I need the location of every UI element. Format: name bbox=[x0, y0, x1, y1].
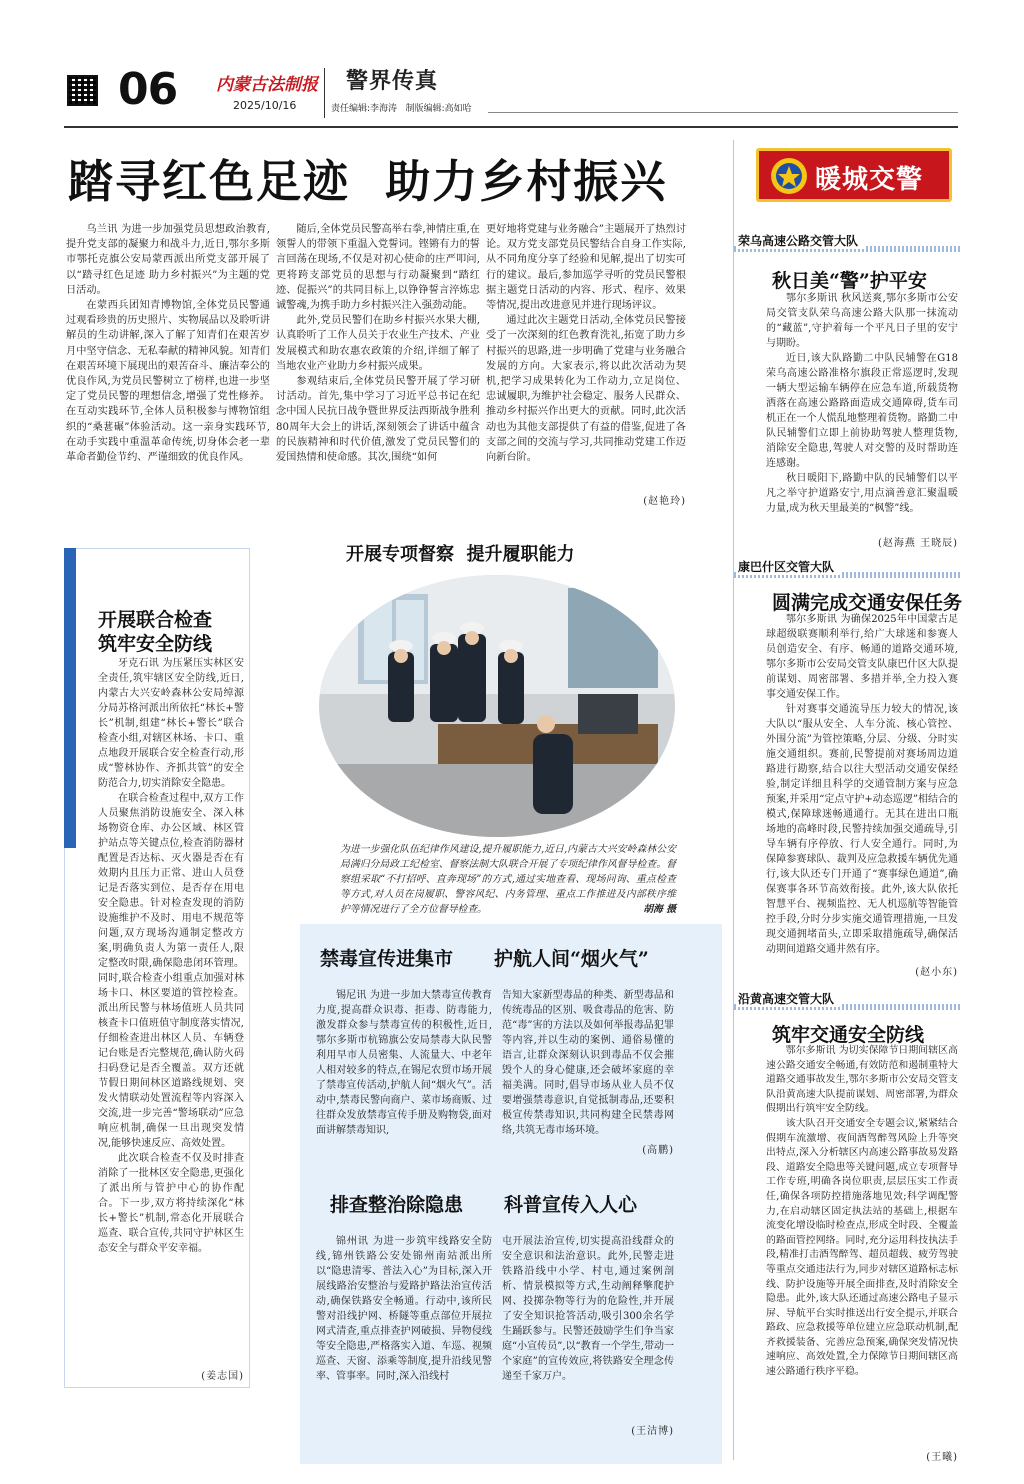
rail-col-1 bbox=[316, 1234, 492, 1384]
right-column-divider bbox=[733, 140, 734, 1460]
rail-col2-text: 屯开展法治宣传,切实提高沿线群众的安全意识和法治意识。此外,民警走进铁路沿线中小学、村屯,通过案例剖析、情景模拟等方式,生动阐释擎爬护网、投掷杂物等行为的危险性,并开展了安全知识抢答活动,吸引300余名学生踊跃参与。民警还鼓励学生们争当家庭“小宣传员”,以“教育一个学生,带动一个家庭”的宣传效应,将铁路安全理念传递至千家万户。 bbox=[502, 1236, 674, 1382]
main-col2-p2: 此外,党员民警们在助乡村振兴水果大棚,认真聆听了工作人员关于农业生产技术、产业发展模式和助农惠农政策的介绍,详细了解了当地农业产业助力乡村振兴成果。 bbox=[276, 315, 480, 372]
main-col1-p2: 在蒙西兵团知青博物馆,全体党员民警通过观看珍贵的历史照片、实物展品以及聆听讲解员的生动讲解,深入了解了知青们在艰苦岁月中坚守信念、无私奉献的精神风貌。知青们在艰苦环境下展现出的艰苦奋斗、廉洁奉公的优良作风,为党员民警树立了榜样,也进一步坚定了党员民警的理想信念,增强了党性修养。在互动实践环节,全体人员积极参与博物馆组织的“桑葚碾”体验活动。这一亲身实践环节,在动手实践中重温革命传统,切身体会老一辈革命者勤俭节约、严谨细致的优良作风。 bbox=[66, 300, 270, 464]
section-kangbashi-label: 康巴什区交管大队 bbox=[738, 558, 840, 575]
s2-body bbox=[766, 612, 958, 957]
section-yanhuang-label: 沿黄高速交管大队 bbox=[738, 990, 840, 1007]
s2-byline: (赵小东) bbox=[915, 967, 958, 978]
s3-p2: 该大队召开交通安全专题会议,紧紧结合假期车流激增、夜间酒驾醉驾风险上升等突出特点,深入分析辖区内高速公路事故易发路段、道路安全隐患等关键问题,成立专项督导工作专班,明确各岗位职责,层层压实工作责任,确保各项防控措施落地见效;科学调配警力,在启动辖区固定执法站的基础上,根据车流变化增设临时检查点,形成全时段、全覆盖的路面管控网络。同时,充分运用科技执法手段,精准打击酒驾醉驾、超员超载、疲劳驾驶等重点交通违法行为,同步对辖区道路标志标线、防护设施等开展全面排查,及时消除安全隐患。此外,该大队还通过高速公路电子显示屏、导航平台实时推送出行安全提示,并联合路政、应急救援等单位建立应急联动机制,配齐救援装备、完善应急预案,确保突发情况快速响应、高效处置,全力保障节日期间辖区高速公路通行秩序平稳。 bbox=[766, 1117, 958, 1378]
photo-headline: 开展专项督察 提升履职能力 bbox=[346, 544, 575, 565]
qr-code bbox=[67, 75, 98, 106]
photo-credit: 胡海 摄 bbox=[643, 904, 676, 915]
s3-p1: 鄂尔多斯讯 为切实保障节日期间辖区高速公路交通安全畅通,有效防范和遏制重特大道路交通事故发生,鄂尔多斯市公安局交管支队沿黄高速大队提前谋划、周密部署,为群众假期出行筑牢安全防线。 bbox=[766, 1045, 958, 1115]
main-col-3 bbox=[486, 222, 686, 465]
main-col3-p2: 通过此次主题党日活动,全体党员民警接受了一次深刻的红色教育洗礼,拓宽了助力乡村振兴的思路,进一步明确了党建与业务融合发展的方向。大家表示,将以此次活动为契机,把学习成果转化为工作动力,立足岗位、忠诚履职,为维护社会稳定、服务人民群众、推动乡村振兴作出更大的贡献。同时,此次活动也为其他支部提供了有益的借鉴,促进了各支部之间的交流与学习,共同推动党建工作迈向新台阶。 bbox=[486, 315, 686, 464]
left-p2: 在联合检查过程中,双方工作人员聚焦消防设施安全、深入林场物资仓库、办公区域、林区管护站点等关键点位,检查消防器材配置是否达标、灭火器是否在有效期内且压力正常、进山人员登记是否落实到位、是否存在用电安全隐患。针对检查发现的消防设施维护不及时、用电不规范等问题,双方现场沟通制定整改方案,明确负责人为第一责任人,限定整改时限,确保隐患闭环管理。同时,联合检查小组重点加强对林场卡口、林区要道的管控检查。派出所民警与林场值班人员共同核查卡口值班值守制度落实情况,仔细检查进出林区人员、车辆登记台账是否完整规范,确认防火码扫码登记是否全覆盖。双方还就节假日期间林区道路线规划、突发火情联动处置流程等内容深入交流,进一步完善“警场联动”应急响应机制,确保一旦出现突发情况,能够快速反应、高效处置。 bbox=[98, 793, 244, 1149]
s1-p3: 秋日暖阳下,路勤中队的民辅警们以平凡之举守护道路安宁,用点滴善意汇聚温暖力量,成为秋天里最美的“枫警”线。 bbox=[766, 473, 958, 514]
left-headline-line2: 筑牢安全防线 bbox=[98, 633, 213, 655]
main-col-2 bbox=[276, 222, 480, 465]
rail-col1-text: 锦州讯 为进一步筑牢线路安全防线,锦州铁路公安处锦州南站派出所以“隐患清零、普法入心”为目标,深入开展线路治安整治与爱路护路法治宣传活动,确保铁路安全畅通。行动中,该所民警对沿线护网、桥隧等重点部位开展拉网式清查,重点排查护网破损、异物侵线等安全隐患,严格落实入道、车巡、视频巡查、天窗、添乘等制度,提升沿线见警率、管事率。同时,深入沿线村 bbox=[316, 1236, 492, 1382]
drug-headline-a: 禁毒宣传进集市 bbox=[320, 948, 454, 970]
drug-col-1 bbox=[316, 988, 492, 1138]
left-article-body bbox=[98, 656, 244, 1256]
s1-p2: 近日,该大队路勤二中队民辅警在G18荣乌高速公路准格尔旗段正常巡逻时,发现一辆大型运输车辆停在应急车道,所载货物洒落在高速公路路面造成交通障碍,货车司机正在一个人慌乱地整理着货物。路勤二中队民辅警们立即上前协助驾驶人整理货物,消除安全隐患,驾驶人对交警的及时帮助连连感谢。 bbox=[766, 353, 958, 469]
editor-credits: 责任编辑:李海涛 制版编辑:高如哈 bbox=[331, 104, 472, 114]
s3-body bbox=[766, 1044, 958, 1380]
masthead-logo: 内蒙古法制报 bbox=[216, 75, 318, 95]
section-title: 警界传真 bbox=[346, 68, 439, 94]
section-bar-rongwu bbox=[734, 232, 960, 252]
left-headline-line1: 开展联合检查 bbox=[98, 609, 213, 631]
rail-headline-a: 排查整治除隐患 bbox=[330, 1194, 464, 1216]
s1-p1: 鄂尔多斯讯 秋风送爽,鄂尔多斯市公安局交管支队荣乌高速公路大队那一抹流动的“藏蓝”,守护着每一个平凡日子里的安宁与期盼。 bbox=[766, 293, 958, 349]
rail-headline-b: 科普宣传入人心 bbox=[504, 1194, 638, 1216]
section-rongwu-label: 荣乌高速公路交管大队 bbox=[738, 232, 864, 249]
rail-byline: (王洁博) bbox=[631, 1426, 674, 1437]
main-col2-p1: 随后,全体党员民警高举右拳,神情庄重,在领誓人的带领下重温入党誓词。铿锵有力的誓言回荡在现场,不仅是对初心使命的庄严叩问,更将跨支部党员的思想与行动凝聚到“踏红迹、促振兴”的共同目标上,以铮铮誓言淬炼忠诚警魂,为携手助力乡村振兴注入强劲动能。 bbox=[276, 224, 480, 312]
main-col1-p1: 乌兰讯 为进一步加强党员思想政治教育,提升党支部的凝聚力和战斗力,近日,鄂尔多斯市鄂托克旗公安局蒙西派出所党支部开展了以“踏寻红色足迹 助力乡村振兴”为主题的党日活动。 bbox=[66, 224, 270, 296]
section-bar-yanhuang bbox=[734, 990, 960, 1010]
s2-p1: 鄂尔多斯讯 为确保2025年中国蒙古足球超级联赛顺利举行,给广大球迷和参赛人员创造安全、有序、畅通的道路交通环境,鄂尔多斯市公安局交管支队康巴什区大队提前谋划、周密部署、多措并举,全力投入赛事交通安保工作。 bbox=[766, 614, 958, 700]
s3-headline: 筑牢交通安全防线 bbox=[772, 1024, 925, 1046]
section-bar-kangbashi bbox=[734, 558, 960, 578]
drug-col-2 bbox=[502, 988, 674, 1138]
banner-badge bbox=[756, 148, 952, 202]
left-p3: 此次联合检查不仅及时排查消除了一批林区安全隐患,更强化了派出所与管护中心的协作配合。下一步,双方将持续深化“林长+警长”机制,常态化开展联合巡查、联合宣传,共同守护林区生态安全与群众平安幸福。 bbox=[98, 1153, 244, 1254]
left-accent-bar bbox=[64, 548, 76, 848]
issue-date: 2025/10/16 bbox=[233, 99, 297, 112]
main-col2-p3: 参观结束后,全体党员民警开展了学习研讨活动。首先,集中学习了习近平总书记在纪念中国人民抗日战争暨世界反法西斯战争胜利80周年大会上的讲话,深刻领会了讲话中蕴含的民族精神和时代价值,激发了党员民警们的爱国热情和使命感。其次,围绕“如何 bbox=[276, 376, 480, 464]
drug-headline-b: 护航人间“烟火气” bbox=[494, 948, 649, 970]
banner-label: 暖城交警 bbox=[815, 165, 924, 195]
drug-col1-text: 锡尼讯 为进一步加大禁毒宣传教育力度,提高群众识毒、拒毒、防毒能力,激发群众参与禁毒宣传的积极性,近日,鄂尔多斯市杭锦旗公安局禁毒大队民警利用早市人员密集、人流量大、中老年人相对较多的特点,在锡尼农贸市场开展了禁毒宣传活动,护航人间“烟火气”。活动中,禁毒民警向商户、菜市场商贩、过往群众发放禁毒宣传手册及购物袋,面对面讲解禁毒知识, bbox=[316, 990, 492, 1136]
main-headline: 踏寻红色足迹 助力乡村振兴 bbox=[68, 155, 668, 208]
drug-byline: (高鹏) bbox=[642, 1145, 674, 1156]
police-badge-icon bbox=[769, 156, 809, 196]
left-p1: 牙克石讯 为压紧压实林区安全责任,筑牢辖区安全防线,近日,内蒙古大兴安岭森林公安局绰源分局苏格河派出所依托“林长+警长”机制,组建“林长+警长”联合检查小组,对辖区林场、卡口、重点地段开展联合安全检查行动,形成“警林协作、齐抓共管”的安全防范合力,切实消除安全隐患。 bbox=[98, 658, 244, 789]
drug-col2-text: 告知大家新型毒品的种类、新型毒品和传统毒品的区别、吸食毒品的危害、防范“毒”害的方法以及如何举报毒品犯罪等内容,并以生动的案例、通俗易懂的语言,让群众深刻认识到毒品不仅会摧毁个人的身心健康,还会破坏家庭的幸福美满。同时,倡导市场从业人员不仅要增强禁毒意识,自觉抵制毒品,还要积极宣传禁毒知识,共同构建全民禁毒网络,共筑无毒市场环境。 bbox=[502, 990, 674, 1136]
s2-headline: 圆满完成交通安保任务 bbox=[772, 592, 963, 614]
photo-caption bbox=[340, 842, 676, 917]
s2-p2: 针对赛事交通流导压力较大的情况,该大队以“服从安全、人车分流、核心管控、外围分流”为管控策略,分层、分级、分时实施交通组织。赛前,民警提前对赛场周边道路进行勘察,结合以往大型活动交通安保经验,制定详细且科学的交通管制方案与应急预案,并采用“定点守护+动态巡逻”相结合的模式,保障球迷畅通通行。无其在进出口瓶场地的高峰时段,民警持续加强交通疏导,引导车辆有序停放、行人安全通行。同时,为保障参赛球队、裁判及应急救援车辆优先通行,该大队还专门开通了“赛事绿色通道”,确保赛事各环节高效衔接。此外,该大队依托智慧平台、视频监控、无人机巡航等智能管控手段,分时分步实施交通管理措施,一旦发现交通拥堵苗头,立即采取措施疏导,确保活动期间道路交通井然有序。 bbox=[766, 704, 958, 955]
rail-col-2 bbox=[502, 1234, 674, 1384]
s1-headline: 秋日美“警”护平安 bbox=[772, 270, 927, 292]
header-rule-thick bbox=[64, 126, 958, 128]
s3-byline: (王曦) bbox=[926, 1452, 958, 1463]
photo-caption-text: 为进一步强化队伍纪律作风建设,提升履职能力,近日,内蒙古大兴安岭森林公安局满归分局政工纪检室、督察法制大队联合开展了专项纪律作风督导检查。督察组采取“不打招呼、直奔现场”的方式,通过实地查看、现场问询、重点检查等方式,对人员在岗履职、警容风纪、内务管理、重点工作推进及内部秩序维护等情况进行了全方位督导检查。 bbox=[340, 844, 676, 915]
main-byline: (赵艳玲) bbox=[643, 496, 686, 507]
page-number: 06 bbox=[118, 64, 178, 115]
inspection-photo bbox=[318, 574, 676, 838]
header-rule bbox=[488, 112, 958, 113]
main-col-1 bbox=[66, 222, 270, 465]
left-byline: (姜志国) bbox=[201, 1371, 244, 1382]
s1-body bbox=[766, 291, 958, 516]
header-divider bbox=[324, 68, 325, 118]
s1-byline: (赵海燕 王晓辰) bbox=[878, 538, 958, 549]
main-col3-p1: 更好地将党建与业务融合”主题展开了热烈讨论。双方党支部党员民警结合自身工作实际,从不同角度分享了经验和见解,提出了切实可行的建议。最后,参加巡学寻听的党员民警根据主题党日活动的内容、形式、程序、效果等情况,提出改进意见并进行现场评议。 bbox=[486, 224, 686, 312]
